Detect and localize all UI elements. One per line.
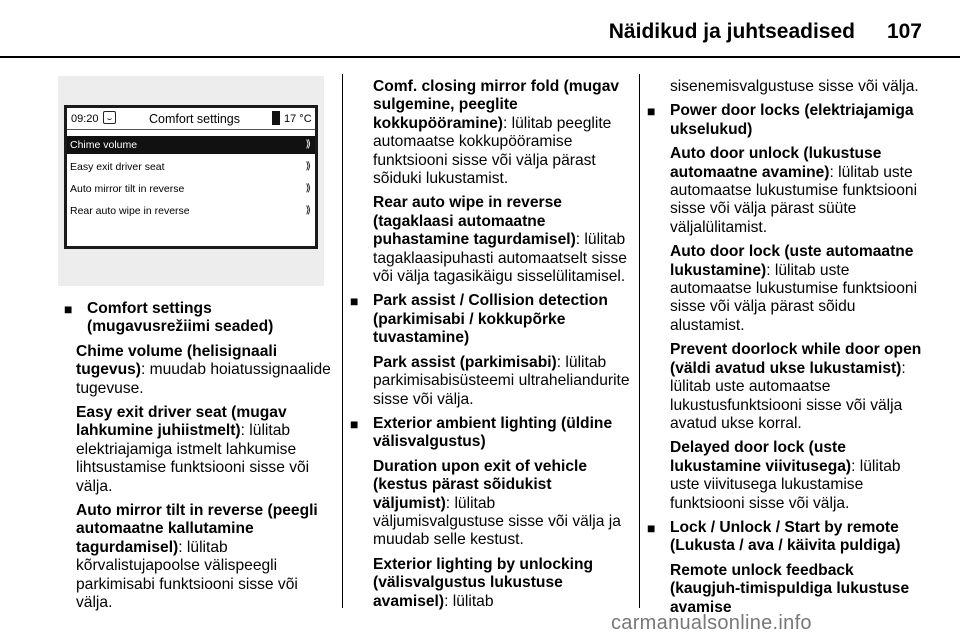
description: : lülitab uste automaatse lukustusfunktsiooni sisse või välja avatud ukse korral. [670, 359, 906, 432]
chevron-right-icon: ⟫ [305, 183, 311, 194]
description: : lülitab kõrvalistujapoolse välispeegli parkimisabi funktsiooni sisse või välja. [76, 538, 298, 612]
item-park-assist [362, 354, 630, 409]
column-divider [342, 74, 343, 608]
bullet-power-door-locks [647, 102, 927, 139]
menu-item-label: Easy exit driver seat [70, 161, 165, 173]
bullet-heading: Park assist / Collision detection (parkimisabi / kokkupõrke tuvastamine) [373, 292, 608, 347]
description: : lülitab [444, 592, 494, 610]
menu-item-label: Rear auto wipe in reverse [70, 205, 190, 217]
bullet-heading: Comfort settings (mugavusrežiimi seaded) [87, 300, 274, 336]
description: : lülitab uste automaatse lukustumise funktsiooni sisse või välja pärast sõidu alustamist. [670, 261, 918, 334]
bullet-square-icon: ■ [647, 103, 656, 120]
screen-title: Comfort settings [149, 112, 241, 126]
item-auto-lock [659, 243, 927, 335]
item-mirror-tilt [76, 502, 332, 612]
term: Rear auto wipe in reverse (tagaklaasi automaatne puhastamine tagurdamisel) [373, 194, 576, 249]
item-remote-feedback [659, 562, 927, 617]
term: Auto door lock (uste automaatne lukustamine) [670, 243, 914, 279]
continued-text [659, 78, 927, 96]
item-rear-wipe [362, 194, 630, 286]
screen-time: 09:20 [71, 113, 99, 125]
bullet-park-assist [350, 292, 630, 347]
item-auto-unlock [659, 145, 927, 237]
description: sisenemisvalgustuse sisse või välja. [670, 78, 919, 95]
term: Remote unlock feedback (kaugjuh-timispuldiga lukustuse avamise [670, 561, 910, 616]
header-title: Näidikud ja juhtseadised [608, 20, 855, 43]
item-lighting-unlock [362, 556, 630, 611]
term: Park assist (parkimisabi) [373, 353, 557, 371]
column-1 [64, 300, 332, 619]
description: : lülitab elektriajamiga istmelt lahkumise lihtsustamise funktsiooni sisse või välja. [76, 422, 310, 495]
bullet-remote [647, 518, 927, 556]
thermometer-icon [272, 111, 280, 125]
term: Easy exit driver seat (mugav lahkumine juhiistmelt) [76, 404, 287, 440]
chevron-right-icon: ⟫ [305, 161, 311, 172]
chevron-right-icon: ⟫ [305, 139, 311, 150]
bullet-ambient-lighting [350, 414, 630, 452]
item-duration-exit [362, 458, 630, 550]
description: : lülitab parkimisabisüsteemi ultraheliandurite sisse või välja. [373, 353, 630, 408]
item-easy-exit [76, 404, 332, 496]
bullet-square-icon: ■ [647, 519, 656, 536]
bullet-square-icon: ■ [350, 415, 359, 432]
menu-item-mirror-tilt [67, 180, 315, 198]
term: Auto door unlock (lukustuse automaatne avamine) [670, 145, 882, 181]
display-screen [64, 105, 318, 249]
screen-status-bar [67, 108, 315, 130]
header-divider [0, 56, 960, 58]
term: Delayed door lock (uste lukustamine viivitusega) [670, 439, 852, 475]
bullet-comfort-settings [64, 300, 332, 337]
item-mirror-fold [362, 78, 630, 188]
column-2 [350, 78, 630, 617]
page-number: 107 [886, 20, 922, 43]
description: : lülitab tagaklaasipuhasti automaatselt sisse või välja tagasikäigu sisselülitamisel. [373, 231, 627, 286]
screen-temperature: 17 °C [284, 113, 312, 125]
phone-icon [103, 111, 116, 124]
bullet-heading: Lock / Unlock / Start by remote (Lukusta / ava / käivita puldiga) [670, 518, 901, 555]
display-illustration [58, 76, 324, 286]
bullet-heading: Power door locks (elektriajamiga ukselukud) [670, 102, 914, 138]
item-delayed-lock [659, 439, 927, 513]
bullet-square-icon: ■ [350, 293, 359, 310]
term: Duration upon exit of vehicle (kestus pärast sõidukist väljumist) [373, 457, 588, 512]
term: Auto mirror tilt in reverse (peegli automaatne kallutamine tagurdamisel) [76, 502, 318, 556]
bullet-heading: Exterior ambient lighting (üldine välisvalgustus) [373, 414, 613, 451]
description: : lülitab väljumisvalgustuse sisse või välja ja muudab selle kestust. [373, 494, 621, 549]
item-chime-volume [76, 343, 332, 398]
menu-item-easy-exit [67, 158, 315, 176]
column-3 [647, 78, 927, 623]
term: Comf. closing mirror fold (mugav sulgemine, peeglite kokkupööramine) [373, 78, 620, 132]
chevron-right-icon: ⟫ [305, 205, 311, 216]
term: Chime volume (helisignaali tugevus) [76, 342, 278, 379]
term: Prevent doorlock while door open (väldi avatud ukse lukustamist) [670, 341, 922, 377]
description: : lülitab uste viivitusega lukustamise funktsiooni sisse või välja. [670, 457, 901, 512]
page-header [0, 0, 960, 58]
term: Exterior lighting by unlocking (välisvalgustus lukustuse avamisel) [373, 555, 594, 610]
menu-item-chime-volume [67, 136, 315, 154]
menu-item-rear-wipe [67, 202, 315, 220]
item-prevent-doorlock [659, 341, 927, 433]
menu-item-label: Chime volume [70, 139, 138, 151]
watermark: carmanualsonline.info [611, 612, 812, 634]
column-divider [639, 74, 640, 608]
menu-item-label: Auto mirror tilt in reverse [70, 183, 185, 195]
description: : muudab hoiatussignaalide tugevuse. [76, 361, 331, 397]
description: : lülitab peeglite automaatse kokkupööramise funktsiooni sisse või välja pärast sõiduki lukustamist. [373, 114, 612, 188]
bullet-square-icon: ■ [64, 301, 73, 317]
screen-divider [67, 129, 315, 130]
description: : lülitab uste automaatse lukustumise funktsiooni sisse või välja pärast süüte väljalülitamist. [670, 163, 918, 236]
